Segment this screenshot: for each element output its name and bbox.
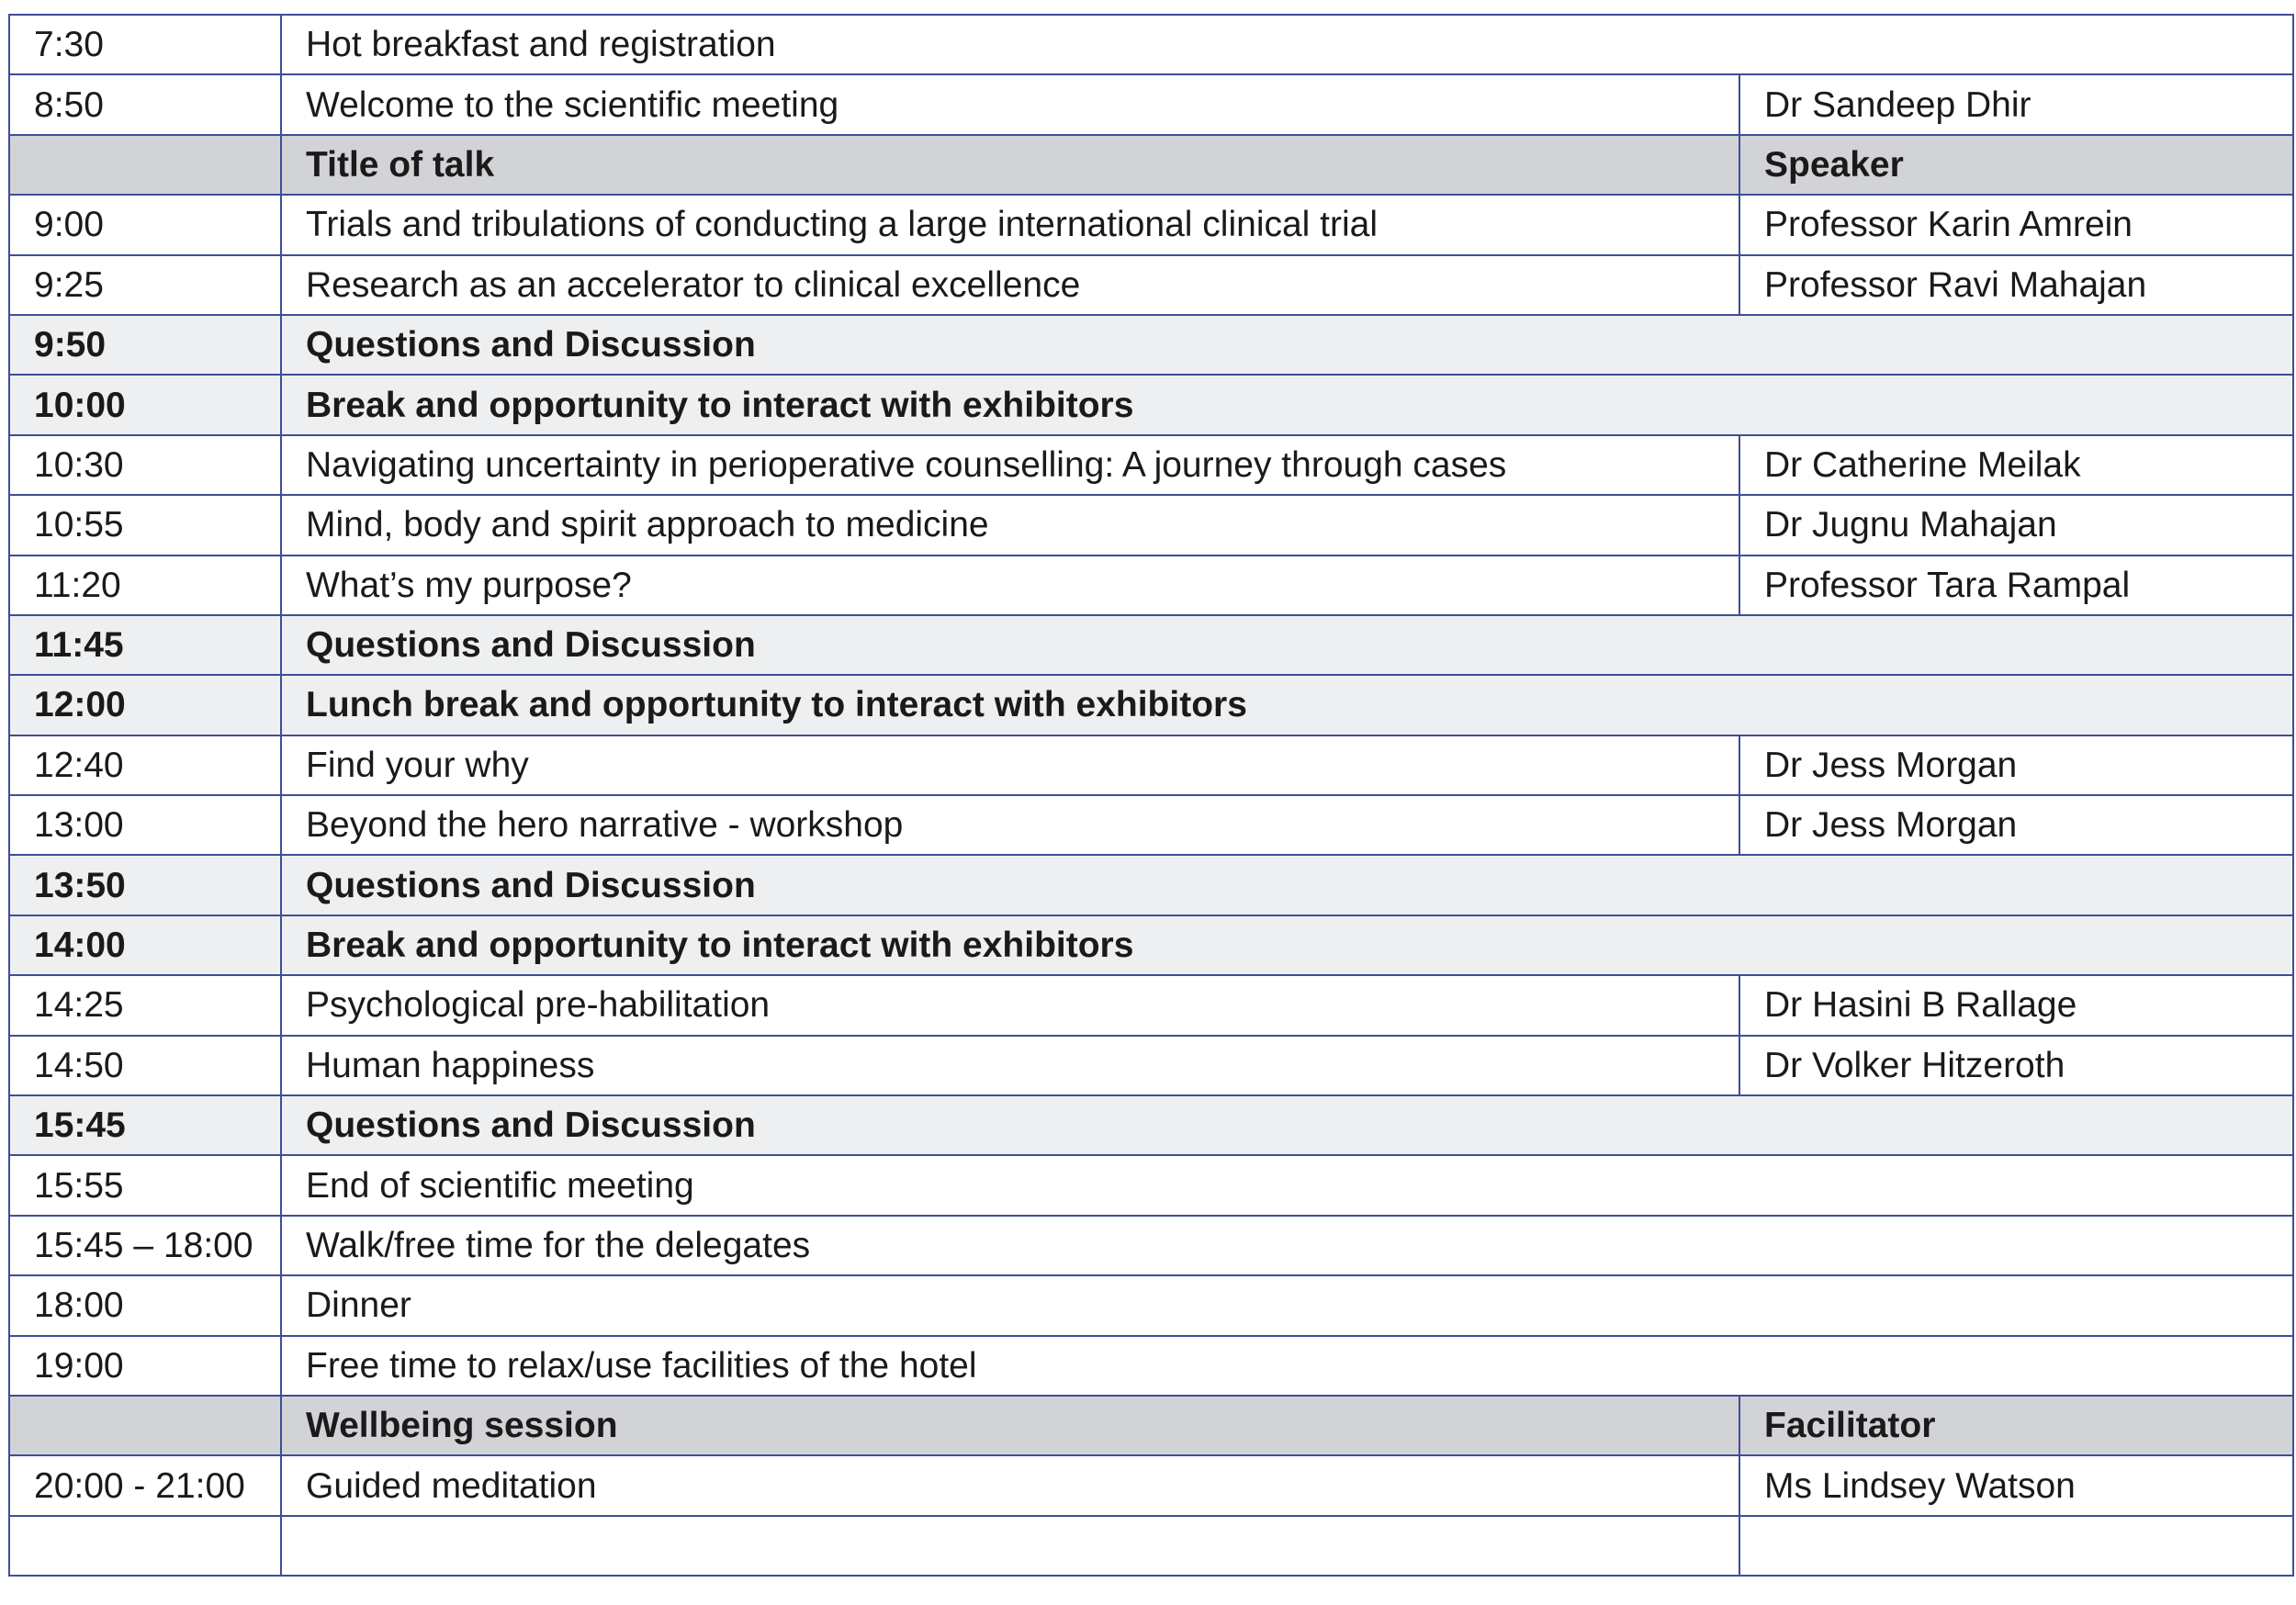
time-cell: [9, 1516, 281, 1576]
person-cell: Dr Volker Hitzeroth: [1739, 1036, 2293, 1095]
schedule-body: [9, 15, 2293, 1576]
title-cell: Navigating uncertainty in perioperative counselling: A journey through cases: [281, 435, 1739, 495]
time-cell: 11:45: [9, 615, 281, 675]
schedule-row: [9, 1036, 2293, 1095]
schedule-row: [9, 255, 2293, 315]
title-cell: Questions and Discussion: [281, 855, 2293, 915]
title-cell: Lunch break and opportunity to interact with exhibitors: [281, 675, 2293, 735]
person-cell: Ms Lindsey Watson: [1739, 1455, 2293, 1515]
person-cell: [1739, 1516, 2293, 1576]
person-cell: Dr Catherine Meilak: [1739, 435, 2293, 495]
title-cell: Human happiness: [281, 1036, 1739, 1095]
person-cell: Dr Sandeep Dhir: [1739, 74, 2293, 134]
title-cell: [281, 1516, 1739, 1576]
section-header-row: [9, 135, 2293, 195]
schedule-row: [9, 1275, 2293, 1335]
time-cell: 9:00: [9, 195, 281, 254]
time-cell: 10:00: [9, 375, 281, 434]
time-cell: 19:00: [9, 1336, 281, 1396]
time-cell: 14:25: [9, 975, 281, 1035]
time-cell: 11:20: [9, 556, 281, 615]
title-cell: Psychological pre-habilitation: [281, 975, 1739, 1035]
title-cell: Beyond the hero narrative - workshop: [281, 795, 1739, 855]
schedule-row: [9, 1095, 2293, 1155]
title-cell: Find your why: [281, 735, 1739, 795]
time-cell: 15:45: [9, 1095, 281, 1155]
section-header-row: [9, 1396, 2293, 1455]
time-cell: [9, 1396, 281, 1455]
schedule-row: [9, 975, 2293, 1035]
schedule-row: [9, 556, 2293, 615]
schedule-row: [9, 1455, 2293, 1515]
person-cell: Professor Karin Amrein: [1739, 195, 2293, 254]
time-cell: 15:45 – 18:00: [9, 1216, 281, 1275]
title-cell: Hot breakfast and registration: [281, 15, 2293, 74]
schedule-row: [9, 74, 2293, 134]
schedule-row: [9, 615, 2293, 675]
title-cell: Free time to relax/use facilities of the hotel: [281, 1336, 2293, 1396]
time-cell: 9:50: [9, 315, 281, 375]
schedule-row: [9, 195, 2293, 254]
title-cell: End of scientific meeting: [281, 1155, 2293, 1215]
time-cell: 18:00: [9, 1275, 281, 1335]
time-cell: 13:50: [9, 855, 281, 915]
time-cell: 10:55: [9, 495, 281, 555]
title-cell: Guided meditation: [281, 1455, 1739, 1515]
title-cell: Walk/free time for the delegates: [281, 1216, 2293, 1275]
person-cell: Dr Jugnu Mahajan: [1739, 495, 2293, 555]
title-header-cell: Title of talk: [281, 135, 1739, 195]
schedule-row: [9, 15, 2293, 74]
time-cell: 8:50: [9, 74, 281, 134]
time-cell: [9, 135, 281, 195]
person-header-cell: Speaker: [1739, 135, 2293, 195]
schedule-row: [9, 375, 2293, 434]
schedule-table: [8, 14, 2294, 1577]
time-cell: 13:00: [9, 795, 281, 855]
time-cell: 14:50: [9, 1036, 281, 1095]
title-cell: What’s my purpose?: [281, 556, 1739, 615]
title-cell: Break and opportunity to interact with exhibitors: [281, 915, 2293, 975]
title-cell: Questions and Discussion: [281, 315, 2293, 375]
title-header-cell: Wellbeing session: [281, 1396, 1739, 1455]
schedule-row: [9, 675, 2293, 735]
title-cell: Mind, body and spirit approach to medicine: [281, 495, 1739, 555]
schedule-row: [9, 735, 2293, 795]
person-cell: Dr Jess Morgan: [1739, 735, 2293, 795]
schedule-row: [9, 1155, 2293, 1215]
schedule-row: [9, 915, 2293, 975]
schedule-row: [9, 435, 2293, 495]
time-cell: 15:55: [9, 1155, 281, 1215]
time-cell: 7:30: [9, 15, 281, 74]
person-cell: Dr Jess Morgan: [1739, 795, 2293, 855]
schedule-row: [9, 495, 2293, 555]
schedule-row: [9, 855, 2293, 915]
title-cell: Research as an accelerator to clinical excellence: [281, 255, 1739, 315]
time-cell: 12:00: [9, 675, 281, 735]
title-cell: Trials and tribulations of conducting a large international clinical trial: [281, 195, 1739, 254]
title-cell: Questions and Discussion: [281, 1095, 2293, 1155]
title-cell: Break and opportunity to interact with exhibitors: [281, 375, 2293, 434]
person-cell: Professor Ravi Mahajan: [1739, 255, 2293, 315]
time-cell: 12:40: [9, 735, 281, 795]
schedule-row: [9, 1516, 2293, 1576]
time-cell: 14:00: [9, 915, 281, 975]
title-cell: Welcome to the scientific meeting: [281, 74, 1739, 134]
person-header-cell: Facilitator: [1739, 1396, 2293, 1455]
time-cell: 20:00 - 21:00: [9, 1455, 281, 1515]
schedule-row: [9, 1216, 2293, 1275]
schedule-row: [9, 795, 2293, 855]
time-cell: 10:30: [9, 435, 281, 495]
schedule-row: [9, 315, 2293, 375]
title-cell: Dinner: [281, 1275, 2293, 1335]
title-cell: Questions and Discussion: [281, 615, 2293, 675]
time-cell: 9:25: [9, 255, 281, 315]
person-cell: Dr Hasini B Rallage: [1739, 975, 2293, 1035]
person-cell: Professor Tara Rampal: [1739, 556, 2293, 615]
schedule-row: [9, 1336, 2293, 1396]
